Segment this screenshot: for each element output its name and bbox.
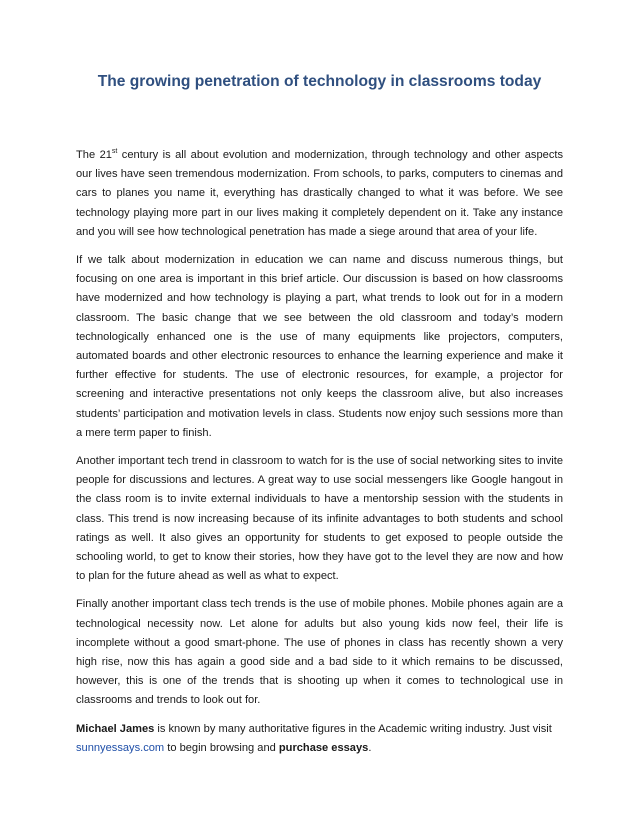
paragraph-modernization: If we talk about modernization in education we can name and discuss numerous things, but focusing on one area is important in this brief article. Our discussion is based on how classrooms have modernized and how technology is playing a part, what trends to look out for in a modern classroom. The basic change that we see between the old classroom and today’s modern technologically enhanced one is the use of many equipments like projectors, computers, automated boards and other electronic resources to enhance the learning experience and make it further effective for students. The use of electronic resources, for example, a projector for screening and interactive presentations not only keeps the classroom alive, but also increases students’ participation and motivation levels in class. Students now enjoy such sessions more than a mere term paper to finish. <box>76 254 563 439</box>
author-name: Michael James <box>76 722 155 735</box>
author-bio <box>76 720 563 758</box>
bio-text-2: to begin browsing and <box>164 741 279 754</box>
superscript-st: st <box>111 148 118 155</box>
document-page <box>76 72 563 758</box>
sunnyessays-link[interactable]: sunnyessays.com <box>76 741 165 754</box>
intro-rest: century is all about evolution and modernization, through technology and other aspects our lives have seen tremendous modernization. From schools, to parks, computers to cinemas and cars to planes you name it, everything has drastically changed to what it was before. We see technology playing more part in our lives making it completely dependent on it. Take any instance and you will see how technological penetration has made a siege around that area of your life. <box>76 149 563 238</box>
paragraph-mobile-phones: Finally another important class tech trends is the use of mobile phones. Mobile phones again are a technological necessity now. Let alone for adults but also young kids now feel, their life is incomplete without a good smart-phone. The use of phones in class has recently shown a very high rise, now this has again a good side and a bad side to it which remains to be discussed, however, this is one of the trends that is shooting up when it comes to technological use in classrooms and trends to look out for. <box>76 598 563 707</box>
purchase-essays-text: purchase essays <box>278 741 369 754</box>
bio-text-1: is known by many authoritative figures in the Academic writing industry. Just visit <box>154 722 552 735</box>
page-title: The growing penetration of technology in classrooms today <box>97 73 542 90</box>
bio-end: . <box>368 741 372 754</box>
paragraph-intro <box>76 146 563 242</box>
paragraph-social-networking: Another important tech trend in classroom to watch for is the use of social networking sites to invite people for discussions and lectures. A great way to use social messengers like Google hangout in the class room is to invite external individuals to have a mentorship session with the students in class. This trend is now increasing because of its infinite advantages to both students and school ratings as well. It also gives an opportunity for students to get exposed to people outside the schooling world, to get to know their stories, how they have got to the level they are now and how to plan for the future ahead as well as what to expect. <box>76 455 563 583</box>
intro-start: The 21 <box>76 149 112 161</box>
